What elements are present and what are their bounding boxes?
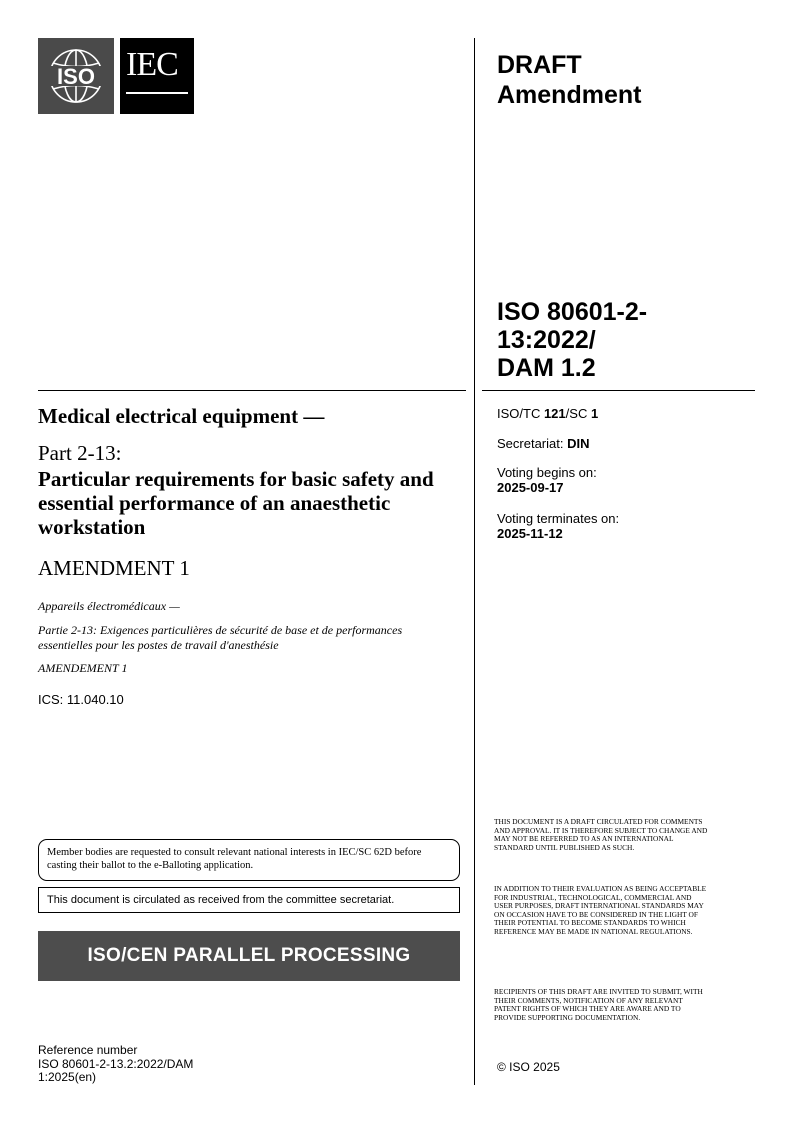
- title-amendment: AMENDMENT 1: [38, 556, 190, 580]
- committee-prefix: ISO/TC: [497, 406, 544, 421]
- iso-logo: [38, 38, 114, 114]
- disclaimer-paragraph-3: RECIPIENTS OF THIS DRAFT ARE INVITED TO SUBMIT, WITH THEIR COMMENTS, NOTIFICATION OF ANY RELEVANT PATENT RIGHTS OF WHICH THEY ARE AWARE AND TO PROVIDE SUPPORTING DOCUMENTATION.: [494, 987, 703, 1022]
- committee-sc-prefix: /SC: [565, 406, 591, 421]
- disclaimer-paragraph-2: IN ADDITION TO THEIR EVALUATION AS BEING ACCEPTABLE FOR INDUSTRIAL, TECHNOLOGICAL, COMMERCIAL AND USER PURPOSES, DRAFT INTERNATIONAL STANDARDS MAY ON OCCASION HAVE TO BE CONSIDERED IN THE LIGHT OF THEIR POTENTIAL TO BECOME STANDARDS TO WHICH REFERENCE MAY BE MADE IN NATIONAL REGULATIONS.: [494, 884, 707, 936]
- french-title-part: Partie 2-13: Exigences particulières de sécurité de base et de performances essentielles pour les postes de travail d'anesthésie: [38, 623, 403, 652]
- iec-logo: [120, 38, 194, 114]
- doc-number-line1: ISO 80601-2-: [497, 298, 648, 326]
- disclaimer-paragraph-1: THIS DOCUMENT IS A DRAFT CIRCULATED FOR COMMENTS AND APPROVAL. IT IS THEREFORE SUBJECT TO CHANGE AND MAY NOT BE REFERRED TO AS AN INTERNATIONAL STANDARD UNTIL PUBLISHED AS SUCH.: [494, 817, 708, 852]
- title-part: Part 2-13:: [38, 441, 122, 465]
- horizontal-divider-left: [38, 390, 466, 391]
- reference-line1: ISO 80601-2-13.2:2022/DAM: [38, 1056, 194, 1071]
- doc-type-line1: DRAFT: [497, 51, 582, 79]
- voting-begins-label: Voting begins on:: [497, 465, 597, 480]
- circulation-notice: This document is circulated as received from the committee secretariat.: [38, 887, 460, 913]
- french-title-main: Appareils électromédicaux —: [38, 599, 180, 613]
- ics-code: ICS: 11.040.10: [38, 692, 124, 707]
- voting-terminates-label: Voting terminates on:: [497, 511, 620, 526]
- member-bodies-notice: Member bodies are requested to consult relevant national interests in IEC/SC 62D before casting their ballot to the e-Balloting application.: [38, 839, 460, 881]
- document-number: [497, 298, 737, 382]
- reference-label: Reference number: [38, 1043, 138, 1057]
- committee-tc: 121: [543, 406, 566, 421]
- iec-logo-text: IEC: [126, 46, 178, 83]
- parallel-processing-banner: ISO/CEN PARALLEL PROCESSING: [38, 931, 460, 981]
- doc-number-line2: 13:2022/: [497, 326, 596, 354]
- secretariat-value: DIN: [567, 436, 590, 451]
- voting-terminates-date: 2025-11-12: [497, 526, 563, 541]
- voting-begins-date: 2025-09-17: [497, 480, 564, 495]
- reference-line2: 1:2025(en): [38, 1070, 97, 1084]
- svg-text:ISO: ISO: [57, 64, 95, 89]
- iso-globe-icon: [38, 38, 114, 114]
- reference-number: [38, 1044, 193, 1085]
- vertical-divider: [474, 38, 475, 1085]
- voting-terminates: [497, 511, 619, 541]
- committee-sc: 1: [590, 406, 599, 421]
- secretariat-label: Secretariat:: [497, 436, 568, 451]
- doc-type-line2: Amendment: [497, 81, 642, 109]
- title-description: Particular requirements for basic safety and essential performance of an anaesthetic workstation: [38, 467, 434, 539]
- french-title-amendment: AMENDEMENT 1: [38, 661, 128, 675]
- secretariat: [497, 436, 589, 451]
- title-main: Medical electrical equipment —: [38, 404, 325, 428]
- iec-logo-underline: [126, 92, 188, 94]
- voting-begins: [497, 465, 597, 495]
- copyright: © ISO 2025: [497, 1060, 560, 1074]
- doc-number-line3: DAM 1.2: [497, 354, 596, 382]
- committee: [497, 406, 598, 421]
- document-type: [497, 50, 641, 110]
- horizontal-divider-right: [482, 390, 755, 391]
